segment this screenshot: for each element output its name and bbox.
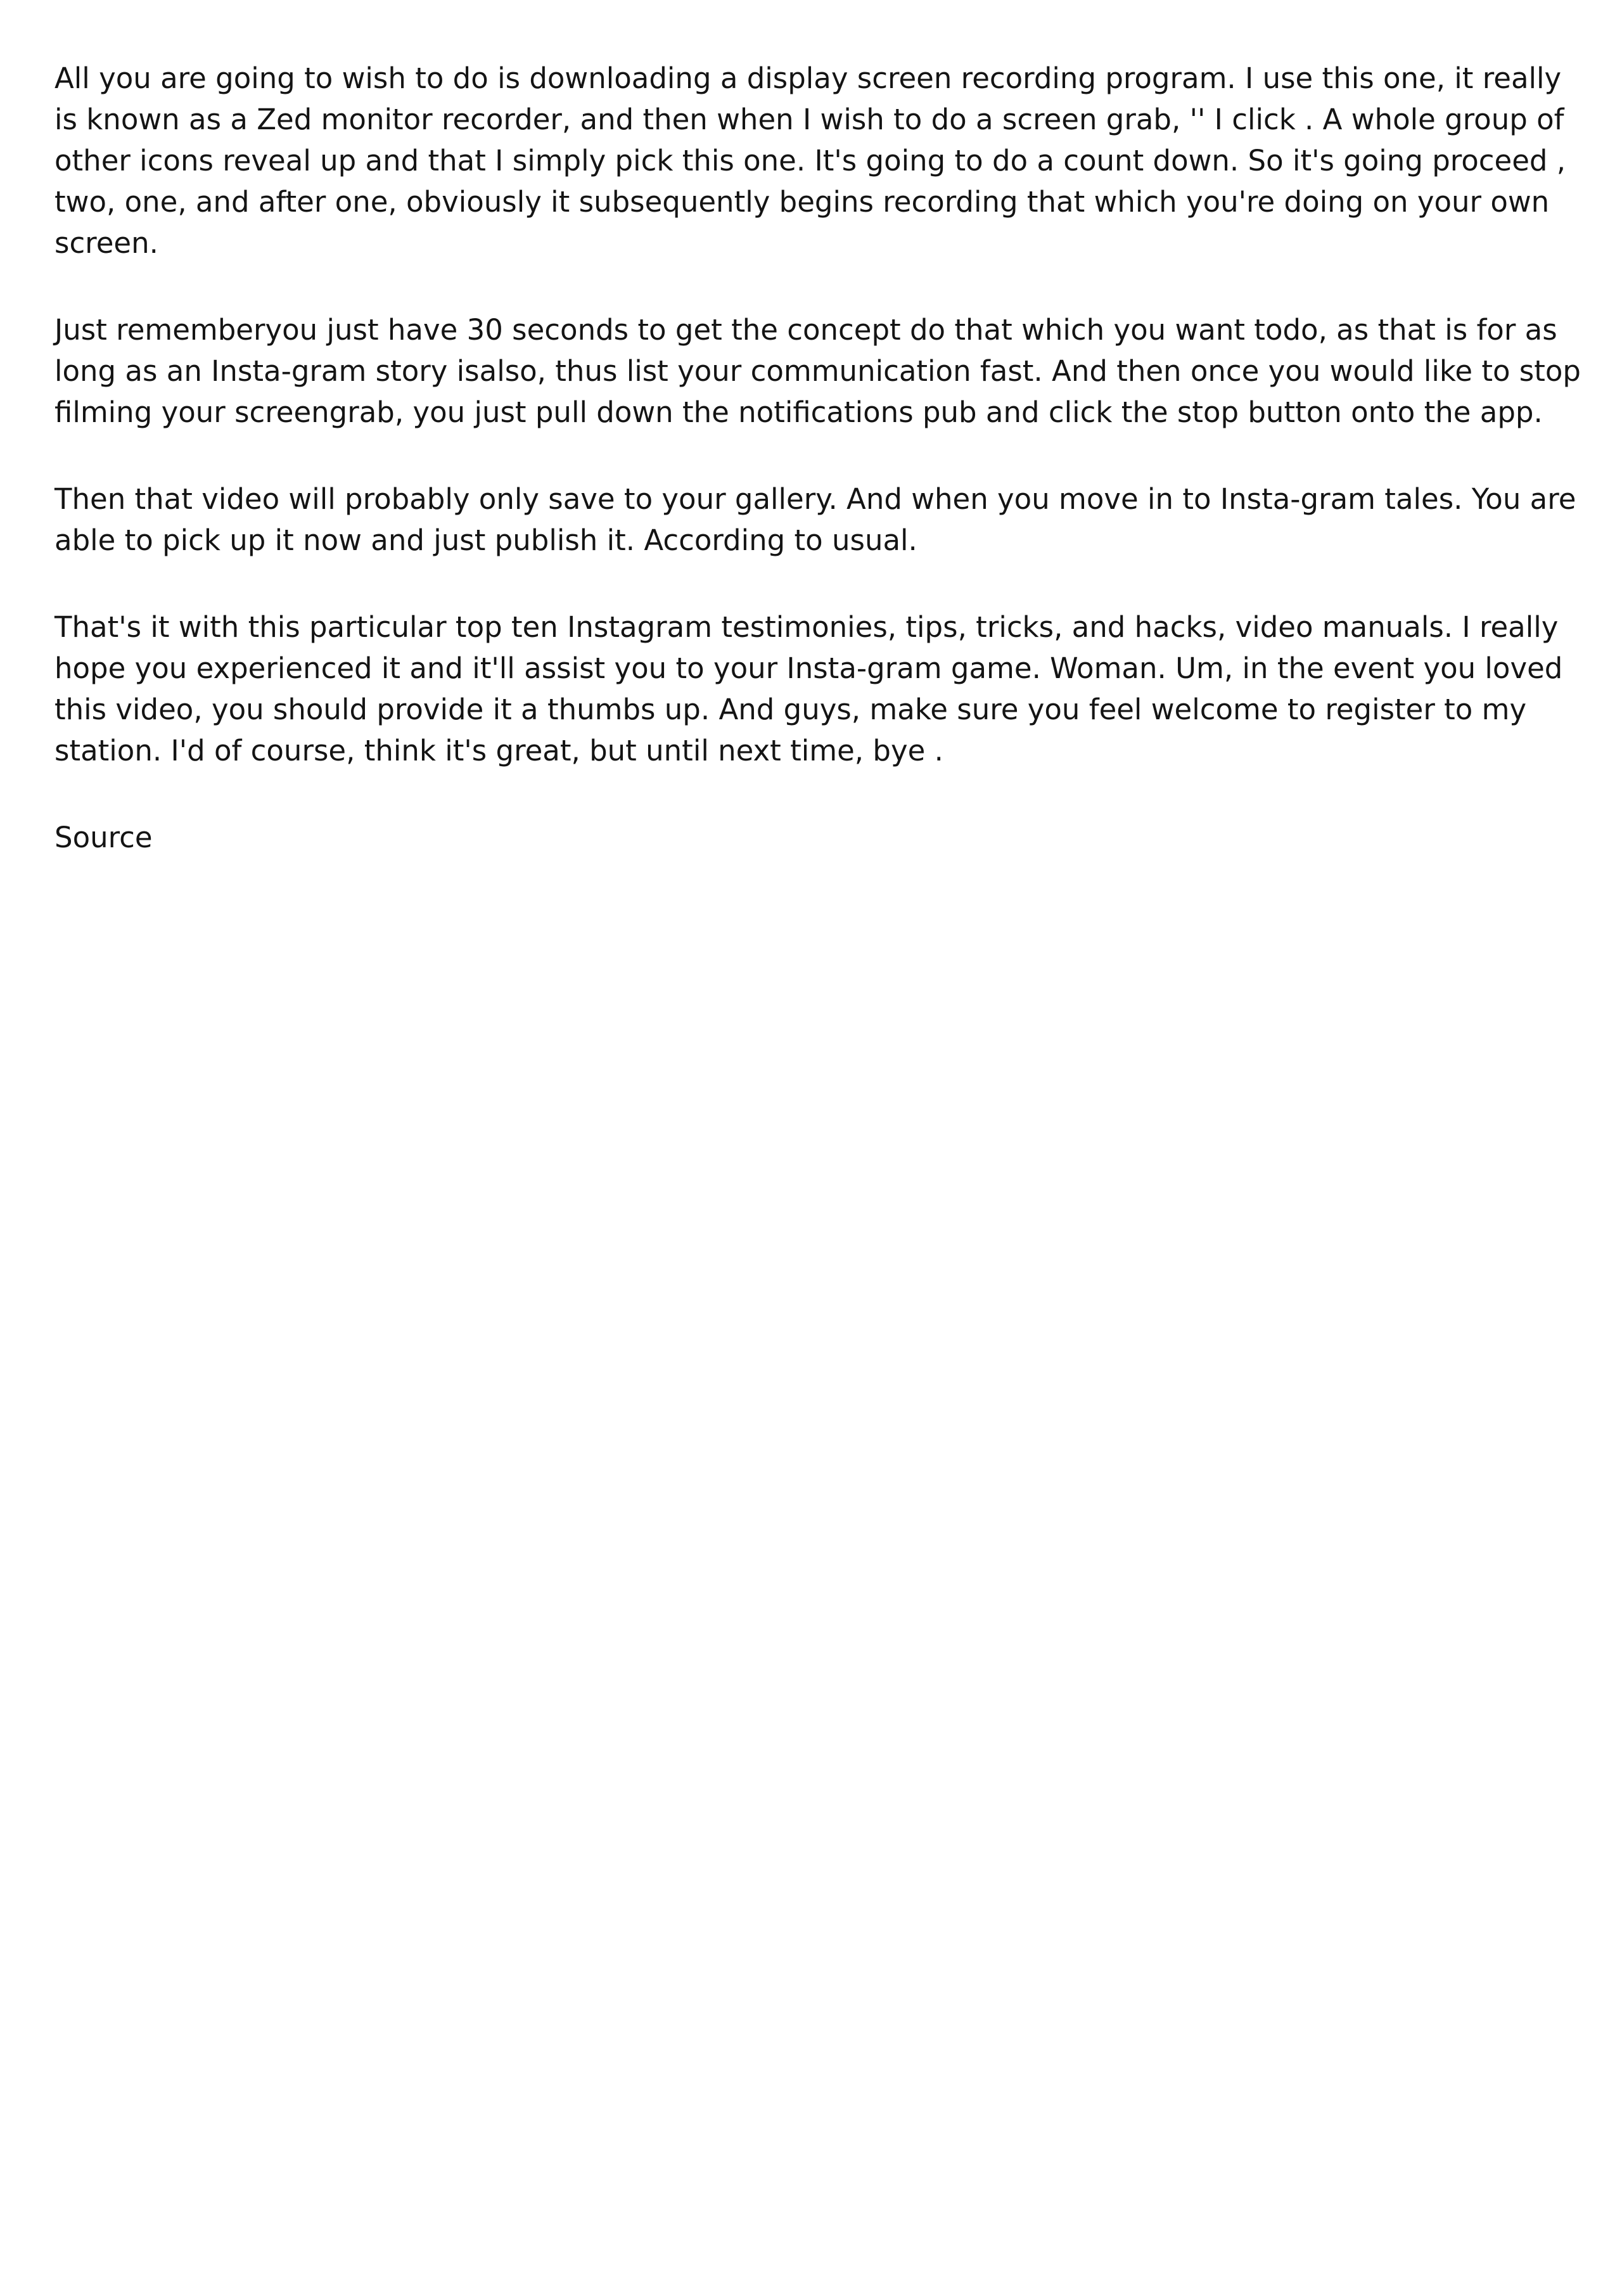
article-body: [54, 58, 1588, 904]
source-link[interactable]: Source: [54, 821, 153, 854]
paragraph-1: All you are going to wish to do is downloading a display screen recording program. I use this one, it really is known as a Zed monitor recorder, and then when I wish to do a screen grab, '' I click . A whole group of other icons reveal up and that I simply pick this one. It's going to do a count down. So it's going proceed , two, one, and after one, obviously it subsequently begins recording that which you're doing on your own screen.: [54, 61, 1566, 260]
paragraph-3: Then that video will probably only save to your gallery. And when you move in to Insta-gram tales. You are able to pick up it now and just publish it. According to usual.: [54, 482, 1576, 557]
paragraph-4: That's it with this particular top ten Instagram testimonies, tips, tricks, and hacks, video manuals. I really hope you experienced it and it'll assist you to your Insta-gram game. Woman. Um, in the event you loved this video, you should provide it a thumbs up. And guys, make sure you feel welcome to register to my station. I'd of course, think it's great, but until next time, bye .: [54, 610, 1563, 767]
paragraph-2: Just rememberyou just have 30 seconds to get the concept do that which you want todo, as that is for as long as an Insta-gram story isalso, thus list your communication fast. And then once you would like to stop filming your screengrab, you just pull down the notifications pub and click the stop button onto the app.: [54, 313, 1581, 429]
source-line: [54, 817, 1588, 858]
